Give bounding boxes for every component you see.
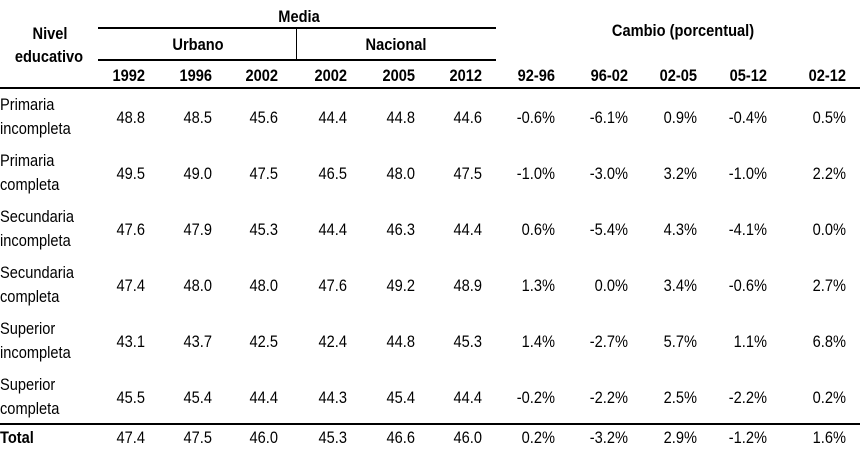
- table-cell: 48.0: [386, 164, 415, 183]
- row-label-line1: Superior: [0, 375, 56, 394]
- table-cell: 1.1%: [733, 332, 767, 351]
- table-cell: 48.0: [249, 276, 278, 295]
- column-header-6: 92-96: [517, 66, 555, 85]
- table-cell: 49.5: [116, 164, 145, 183]
- header-nivel-line1: Nivel: [32, 24, 68, 43]
- column-header-2: 2002: [245, 66, 278, 85]
- table-cell: 45.4: [183, 388, 212, 407]
- rule-under-years: [0, 87, 860, 89]
- table-cell: 1.4%: [521, 332, 555, 351]
- total-cell: 46.6: [386, 428, 415, 447]
- table-cell: 44.3: [318, 388, 347, 407]
- column-header-1: 1996: [179, 66, 212, 85]
- header-cambio: Cambio (porcentual): [611, 21, 755, 40]
- table-cell: -2.2%: [589, 388, 628, 407]
- row-label-line1: Primaria: [0, 95, 55, 114]
- row-label-line2: incompleta: [0, 343, 71, 362]
- table-cell: 47.5: [249, 164, 278, 183]
- table-cell: 47.4: [116, 276, 145, 295]
- table-cell: 6.8%: [812, 332, 846, 351]
- table-cell: 0.9%: [663, 108, 697, 127]
- table-cell: -4.1%: [728, 220, 767, 239]
- table-cell: 0.6%: [521, 220, 555, 239]
- table-cell: -3.0%: [589, 164, 628, 183]
- table-cell: 0.5%: [812, 108, 846, 127]
- table-cell: -0.4%: [728, 108, 767, 127]
- table-cell: 0.0%: [594, 276, 628, 295]
- rule-under-media: [98, 27, 496, 29]
- rule-under-urbano-nacional: [98, 59, 496, 61]
- rule-above-total: [0, 423, 860, 425]
- column-header-0: 1992: [112, 66, 145, 85]
- table-cell: -2.2%: [728, 388, 767, 407]
- table-cell: 44.4: [318, 108, 347, 127]
- table-cell: 45.3: [453, 332, 482, 351]
- table-cell: 4.3%: [663, 220, 697, 239]
- table-cell: 47.9: [183, 220, 212, 239]
- table-cell: 2.7%: [812, 276, 846, 295]
- table-cell: 45.3: [249, 220, 278, 239]
- divider-urbano-nacional: [296, 29, 297, 61]
- total-cell: 45.3: [318, 428, 347, 447]
- total-cell: 0.2%: [521, 428, 555, 447]
- header-urbano: Urbano: [172, 35, 224, 54]
- table-cell: 49.2: [386, 276, 415, 295]
- table-cell: 44.8: [386, 108, 415, 127]
- table-cell: 43.1: [116, 332, 145, 351]
- column-header-4: 2005: [382, 66, 415, 85]
- table-cell: 44.4: [453, 388, 482, 407]
- table-cell: 48.5: [183, 108, 212, 127]
- row-label-line1: Primaria: [0, 151, 55, 170]
- row-label-line1: Superior: [0, 319, 56, 338]
- table-cell: 47.5: [453, 164, 482, 183]
- header-nivel-line2: educativo: [14, 47, 84, 66]
- row-label-line2: completa: [0, 175, 60, 194]
- table-cell: 2.5%: [663, 388, 697, 407]
- header-nacional: Nacional: [365, 35, 427, 54]
- total-label: Total: [0, 428, 34, 447]
- table-cell: 1.3%: [521, 276, 555, 295]
- column-header-8: 02-05: [659, 66, 697, 85]
- table-cell: 48.8: [116, 108, 145, 127]
- table-cell: -0.6%: [516, 108, 555, 127]
- row-label-line2: incompleta: [0, 119, 71, 138]
- table-cell: 44.6: [453, 108, 482, 127]
- table-cell: 46.3: [386, 220, 415, 239]
- table-cell: 43.7: [183, 332, 212, 351]
- total-cell: 46.0: [453, 428, 482, 447]
- total-cell: 47.5: [183, 428, 212, 447]
- total-cell: -1.2%: [728, 428, 767, 447]
- column-header-7: 96-02: [590, 66, 628, 85]
- table-cell: 0.2%: [812, 388, 846, 407]
- table-cell: 44.4: [453, 220, 482, 239]
- row-label-line2: completa: [0, 399, 60, 418]
- row-label-line1: Secundaria: [0, 263, 74, 282]
- table-cell: -6.1%: [589, 108, 628, 127]
- column-header-5: 2012: [449, 66, 482, 85]
- table-cell: -0.2%: [516, 388, 555, 407]
- table-cell: 44.4: [249, 388, 278, 407]
- table-cell: -1.0%: [728, 164, 767, 183]
- table-cell: 42.4: [318, 332, 347, 351]
- table-cell: 44.8: [386, 332, 415, 351]
- table-cell: 42.5: [249, 332, 278, 351]
- table-cell: -0.6%: [728, 276, 767, 295]
- total-cell: -3.2%: [589, 428, 628, 447]
- total-cell: 46.0: [249, 428, 278, 447]
- table-cell: 3.4%: [663, 276, 697, 295]
- table-cell: 48.0: [183, 276, 212, 295]
- header-media: Media: [278, 7, 320, 26]
- total-cell: 47.4: [116, 428, 145, 447]
- total-cell: 2.9%: [663, 428, 697, 447]
- table-cell: 5.7%: [663, 332, 697, 351]
- table-cell: 47.6: [116, 220, 145, 239]
- table-cell: 47.6: [318, 276, 347, 295]
- table-cell: -1.0%: [516, 164, 555, 183]
- table-cell: 0.0%: [812, 220, 846, 239]
- table-cell: 3.2%: [663, 164, 697, 183]
- total-cell: 1.6%: [812, 428, 846, 447]
- row-label-line1: Secundaria: [0, 207, 74, 226]
- table-cell: 45.4: [386, 388, 415, 407]
- table-cell: -2.7%: [589, 332, 628, 351]
- table-cell: 45.6: [249, 108, 278, 127]
- column-header-3: 2002: [314, 66, 347, 85]
- table-cell: 2.2%: [812, 164, 846, 183]
- table-cell: -5.4%: [589, 220, 628, 239]
- column-header-10: 02-12: [808, 66, 846, 85]
- table-cell: 46.5: [318, 164, 347, 183]
- table-cell: 44.4: [318, 220, 347, 239]
- table-cell: 45.5: [116, 388, 145, 407]
- table-cell: 48.9: [453, 276, 482, 295]
- row-label-line2: incompleta: [0, 231, 71, 250]
- table-cell: 49.0: [183, 164, 212, 183]
- row-label-line2: completa: [0, 287, 60, 306]
- column-header-9: 05-12: [729, 66, 767, 85]
